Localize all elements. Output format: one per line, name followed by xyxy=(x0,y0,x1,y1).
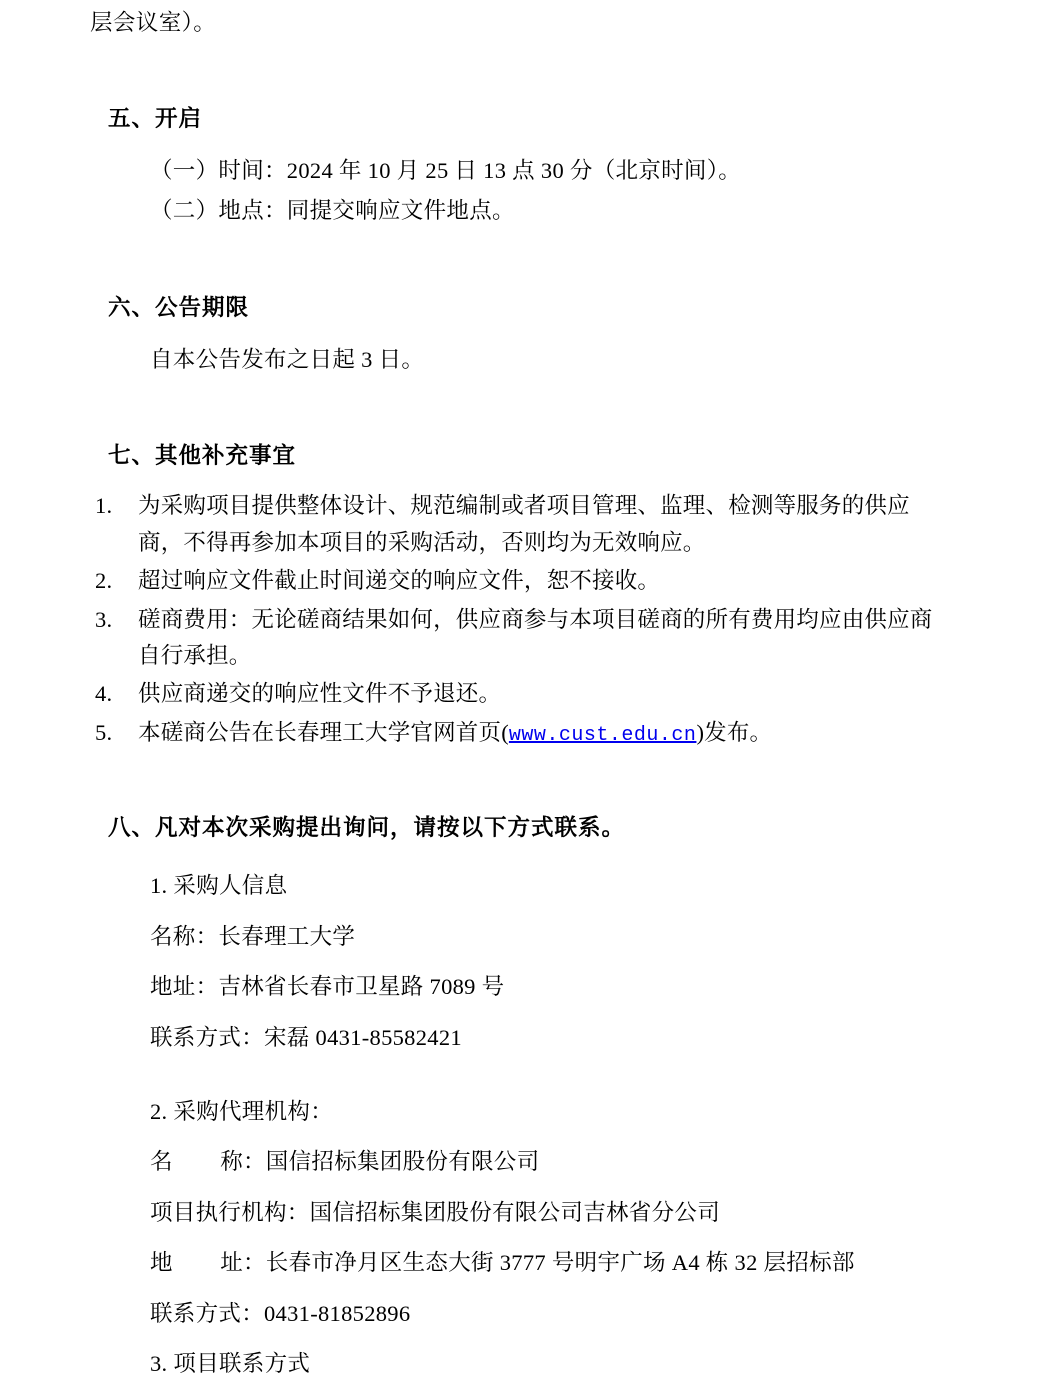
purchaser-name-row: 名称：长春理工大学 xyxy=(150,923,356,949)
purchaser-info-heading: 1. 采购人信息 xyxy=(150,873,288,899)
spacer xyxy=(90,754,954,780)
list-item-number: 3. xyxy=(95,606,113,632)
spacer xyxy=(90,230,954,256)
spacer xyxy=(90,1056,954,1094)
section-heading-six: 六、公告期限 xyxy=(108,294,250,320)
agency-info-heading: 2. 采购代理机构： xyxy=(150,1098,334,1124)
list-item-text: 为采购项目提供整体设计、规范编制或者项目管理、监理、检测等服务的供应商，不得再参加本项目的采购活动，否则均为无效响应。 xyxy=(138,493,910,555)
spacer xyxy=(90,322,954,342)
list-item-number: 1. xyxy=(95,493,113,519)
list-item-text-after: )发布。 xyxy=(696,719,773,745)
agency-info-block xyxy=(150,1094,954,1383)
list-item-number: 5. xyxy=(95,719,113,745)
official-website-link[interactable]: www.cust.edu.cn xyxy=(508,723,697,747)
agency-contact-row: 联系方式：0431-81852896 xyxy=(150,1300,411,1326)
list-item xyxy=(90,602,954,675)
section-heading-eight: 八、凡对本次采购提出询问，请按以下方式联系。 xyxy=(108,815,626,841)
list-item-text-before: 本磋商公告在长春理工大学官网首页( xyxy=(138,719,509,745)
list-item xyxy=(90,563,954,599)
list-item-text: 供应商递交的响应性文件不予退还。 xyxy=(138,681,502,707)
list-item-text: 超过响应文件截止时间递交的响应文件，恕不接收。 xyxy=(138,568,661,594)
list-item xyxy=(90,715,954,752)
list-item-text: 磋商费用：无论磋商结果如何，供应商参与本项目磋商的所有费用均应由供应商自行承担。 xyxy=(138,606,933,668)
continued-text: 层会议室）。 xyxy=(90,10,217,35)
spacer xyxy=(90,842,954,868)
agency-name-row: 名 称：国信招标集团股份有限公司 xyxy=(150,1149,540,1175)
project-contact-heading: 3. 项目联系方式 xyxy=(150,1351,311,1377)
purchaser-address-row: 地址：吉林省长春市卫星路 7089 号 xyxy=(150,974,505,1000)
spacer xyxy=(90,133,954,153)
purchaser-info-block xyxy=(150,868,954,1056)
section-heading-five: 五、开启 xyxy=(108,105,203,131)
section-six-paragraph-1: 自本公告发布之日起 3 日。 xyxy=(150,346,425,372)
agency-address-row: 地 址：长春市净月区生态大街 3777 号明宇广场 A4 栋 32 层招标部 xyxy=(150,1250,855,1276)
list-item xyxy=(90,488,954,561)
list-item-number: 2. xyxy=(95,568,113,594)
spacer xyxy=(90,378,954,404)
list-item-number: 4. xyxy=(95,681,113,707)
agency-executor-row: 项目执行机构：国信招标集团股份有限公司吉林省分公司 xyxy=(150,1199,721,1225)
section-heading-seven: 七、其他补充事宜 xyxy=(108,443,297,469)
section-five-paragraph-1: （一）时间：2024 年 10 月 25 日 13 点 30 分（北京时间）。 xyxy=(150,157,742,183)
list-item xyxy=(90,676,954,712)
section-five-paragraph-2: （二）地点：同提交响应文件地点。 xyxy=(150,198,515,224)
purchaser-contact-row: 联系方式：宋磊 0431-85582421 xyxy=(150,1024,462,1050)
spacer xyxy=(90,41,954,67)
supplementary-items-list xyxy=(90,488,954,752)
